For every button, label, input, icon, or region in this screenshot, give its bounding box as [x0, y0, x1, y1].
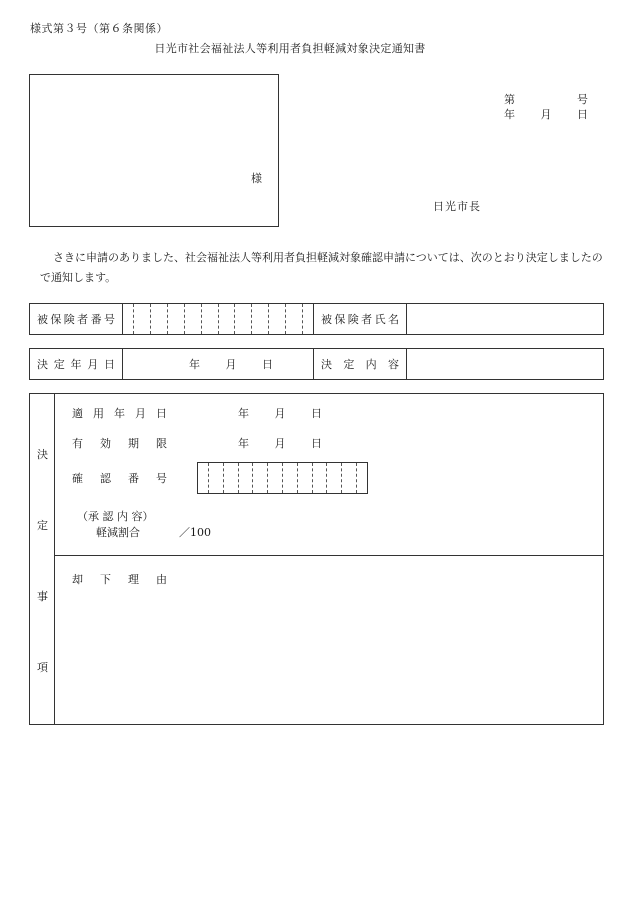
decision-info-table	[29, 348, 604, 380]
approval-heading: （承 認 内 容）	[77, 510, 154, 523]
insured-number-field[interactable]	[123, 304, 314, 335]
decision-year: 年	[189, 358, 200, 371]
decision-content-field[interactable]	[407, 349, 604, 380]
recipient-address-box[interactable]	[29, 74, 279, 227]
confirm-number-field[interactable]	[197, 462, 368, 494]
insured-info-table	[29, 303, 604, 335]
issue-day: 日	[577, 108, 588, 121]
insured-name-label: 被 保 険 者 氏 名	[314, 304, 407, 335]
notice-body-text: さきに申請のありました、社会福祉法人等利用者負担軽減対象確認申請については、次のとおり決定しましたので通知します。	[40, 251, 603, 284]
apply-date-label: 適 用 年 月 日	[72, 407, 167, 420]
reduction-value[interactable]: ／100	[179, 526, 211, 539]
decision-side-label: 決 定 事 項	[30, 394, 55, 724]
decision-details-box	[29, 393, 604, 725]
confirm-number-label: 確 認 番 号	[72, 472, 167, 485]
decision-content-label: 決 定 内 容	[314, 349, 407, 380]
issue-number-prefix: 第	[504, 93, 515, 106]
insured-number-label: 被 保 険 者 番 号	[30, 304, 123, 335]
insured-name-field[interactable]	[407, 304, 604, 335]
validity-label: 有 効 期 限	[72, 437, 167, 450]
issue-number-block	[504, 91, 588, 121]
issue-month: 月	[540, 108, 552, 121]
issuer-mayor: 日光市長	[433, 200, 481, 213]
form-number: 様式第３号（第６条関係）	[30, 22, 168, 35]
rejection-reason-label: 却 下 理 由	[72, 573, 167, 586]
decision-divider	[55, 555, 603, 556]
reduction-label: 軽減割合	[96, 526, 140, 539]
decision-month: 月	[225, 358, 237, 371]
issue-number-suffix: 号	[577, 93, 588, 106]
validity-date-field[interactable]: 年 月 日	[238, 437, 322, 450]
decision-date-field[interactable]	[123, 349, 314, 380]
document-title: 日光市社会福祉法人等利用者負担軽減対象決定通知書	[154, 42, 426, 55]
honorific-sama: 様	[251, 172, 262, 185]
decision-date-label: 決 定 年 月 日	[30, 349, 123, 380]
decision-day: 日	[262, 358, 273, 371]
issue-year: 年	[504, 108, 515, 121]
apply-date-field[interactable]: 年 月 日	[238, 407, 322, 420]
